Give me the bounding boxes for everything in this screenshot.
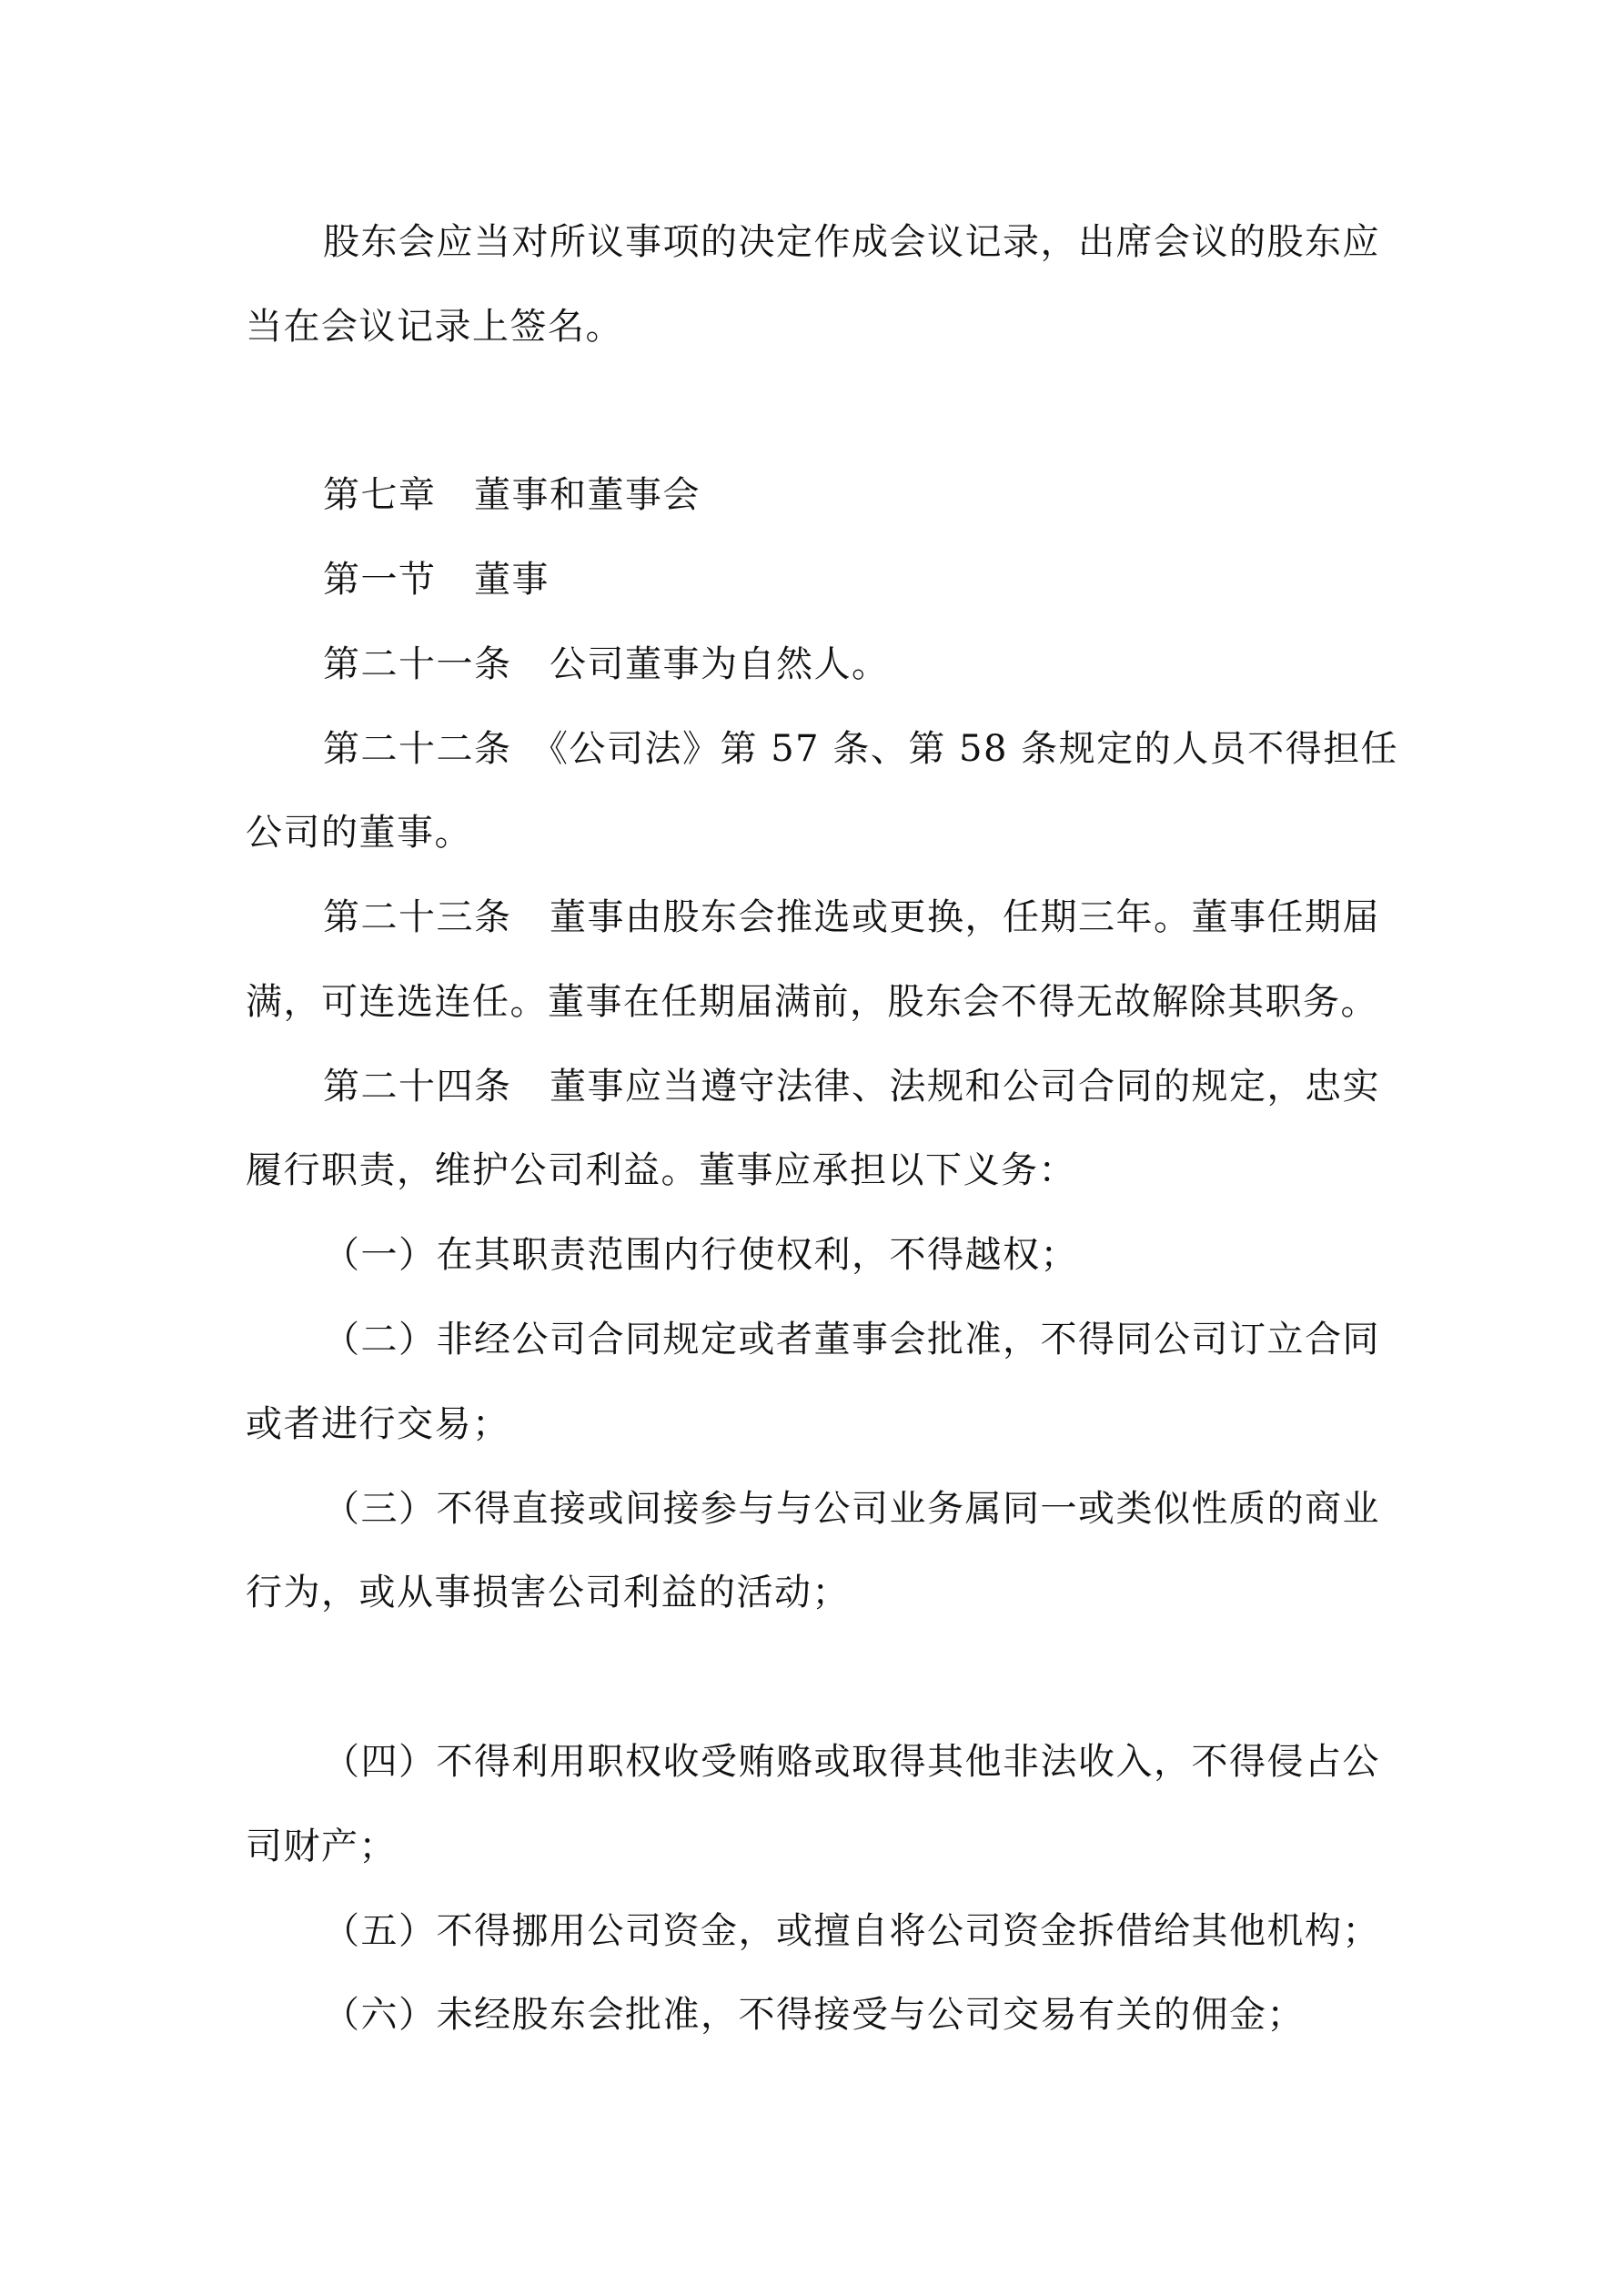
duty-item-5: （五）不得挪用公司资金，或擅自将公司资金拆借给其他机构； xyxy=(323,1910,1380,1952)
duty-item-4-line-2: 司财产； xyxy=(246,1826,397,1867)
section-heading: 第一节 董事 xyxy=(323,559,550,601)
duty-item-3-line-2: 行为，或从事损害公司利益的活动； xyxy=(246,1572,850,1613)
article-23-line-1: 第二十三条 董事由股东会推选或更换，任期三年。董事任期届 xyxy=(323,896,1380,938)
duty-item-1: （一）在其职责范围内行使权利，不得越权； xyxy=(323,1234,1078,1276)
paragraph-minutes-line-1: 股东会应当对所议事项的决定作成会议记录，出席会议的股东应 xyxy=(323,221,1380,263)
paragraph-minutes-line-2: 当在会议记录上签名。 xyxy=(246,306,623,348)
duty-item-2-line-2: 或者进行交易； xyxy=(246,1403,510,1445)
article-22-line-1: 第二十二条 《公司法》第 57 条、第 58 条规定的人员不得担任 xyxy=(323,728,1399,770)
article-21: 第二十一条 公司董事为自然人。 xyxy=(323,643,890,685)
duty-item-3-line-1: （三）不得直接或间接参与与公司业务属同一或类似性质的商业 xyxy=(323,1488,1380,1530)
chapter-heading: 第七章 董事和董事会 xyxy=(323,474,701,516)
article-22-line-2: 公司的董事。 xyxy=(246,812,472,854)
duty-item-6: （六）未经股东会批准，不得接受与公司交易有关的佣金； xyxy=(323,1994,1305,2036)
article-23-line-2: 满，可连选连任。董事在任期届满前，股东会不得无故解除其职务。 xyxy=(246,981,1378,1023)
article-24-line-2: 履行职责，维护公司利益。董事应承担以下义务： xyxy=(246,1149,1076,1191)
duty-item-2-line-1: （二）非经公司合同规定或者董事会批准，不得同公司订立合同 xyxy=(323,1319,1380,1360)
article-24-line-1: 第二十四条 董事应当遵守法律、法规和公司合同的规定，忠实 xyxy=(323,1066,1380,1108)
duty-item-4-line-1: （四）不得利用职权收受贿赂或取得其他非法收入，不得侵占公 xyxy=(323,1741,1380,1783)
